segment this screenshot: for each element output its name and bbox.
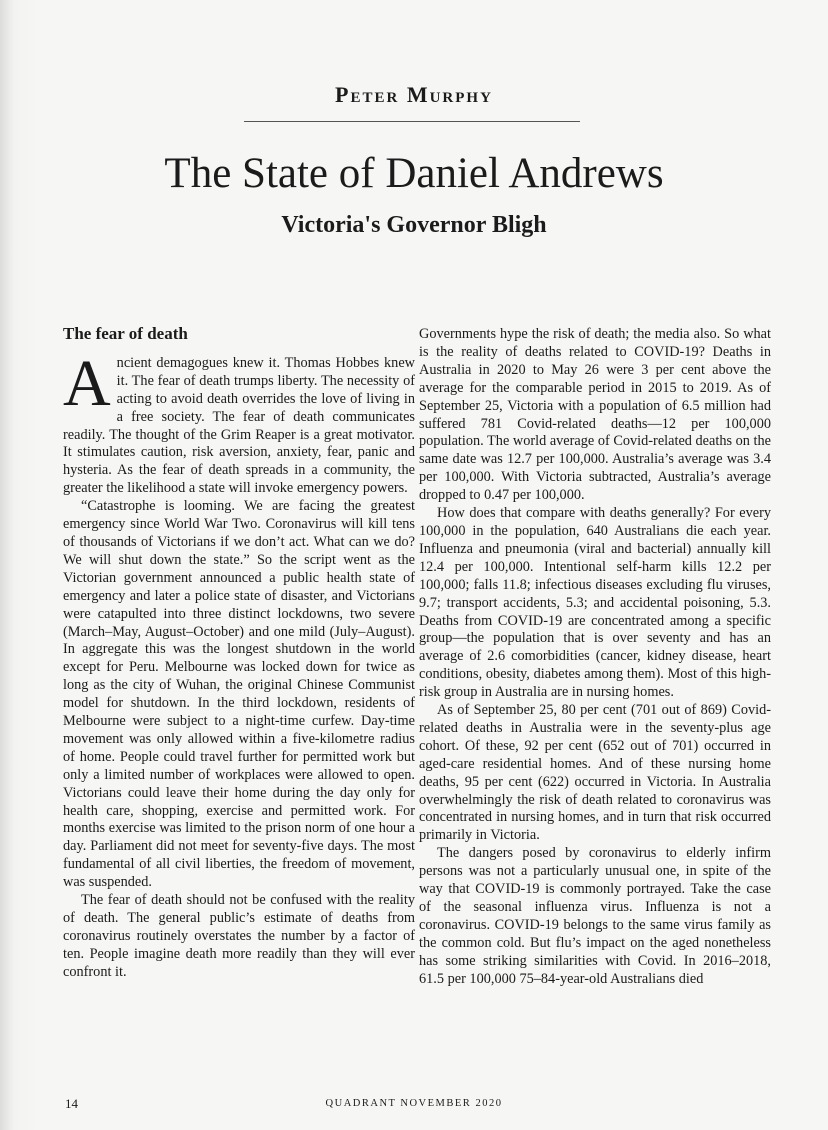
paragraph: How does that compare with deaths generally? For every 100,000 in the population, 640 Australians die each year. Influenza and pneumonia (viral and bacterial) annually kill 12.4 per 100,000. Intentional self-harm kills 12.2 per 100,000; falls 11.8; infectious diseases excluding flu viruses, 9.7; transport accidents, 5.3; and accidental poisoning, 5.3. Deaths from COVID-19 are concentrated among a specific group—the population that is over seventy and has an average of 2.6 comorbidities (cancer, kidney disease, heart conditions, obesity, diabetes among them). Most of this high-risk group in Australia are in nursing homes. bbox=[419, 505, 771, 701]
paragraph: The fear of death should not be confused with the reality of death. The general public’s estimate of deaths from coronavirus routinely overstates the number by a factor of ten. People imagine death more readily than they will ever confront it. bbox=[63, 892, 415, 980]
paragraph: As of September 25, 80 per cent (701 out of 869) Covid-related deaths in Australia were in the seventy-plus age cohort. Of these, 92 per cent (652 out of 701) occurred in aged-care residential homes. And of these nursing home deaths, 95 per cent (622) occurred in Victoria. In Australia overwhelmingly the risk of death related to coronavirus was concentrated in nursing homes, and in turn that risk occurred primarily in Victoria. bbox=[419, 702, 771, 844]
drop-cap: A bbox=[63, 346, 111, 420]
paragraph: “Catastrophe is looming. We are facing the greatest emergency since World War Two. Coronavirus will kill tens of thousands of Victorians if we don’t act. What can we do? We will shut down the state.” So the script went as the Victorian government announced a public health state of emergency and later a police state of disaster, and Victorians were catapulted into three distinct lockdowns, two severe (March–May, August–October) and one mild (July–August). In aggregate this was the longest shutdown in the world except for Peru. Melbourne was locked down for twice as long as the city of Wuhan, the original Chinese Communist model for shutdown. In the third lockdown, residents of Melbourne were subject to a night-time curfew. Day-time movement was only allowed within a five-kilometre radius of home. People could travel further for permitted work but only a limited number of workplaces were allowed to open. Victorians could leave their home during the day only for health care, shopping, exercise and permitted work. For months exercise was limited to the prison norm of one hour a day. Parliament did not meet for seventy-five days. The most fundamental of all civil liberties, the freedom of movement, was suspended. bbox=[63, 498, 415, 891]
article-subtitle: Victoria's Governor Bligh bbox=[281, 212, 547, 238]
paragraph-text: ncient demagogues knew it. Thomas Hobbes knew it. The fear of death trumps liberty. The necessity of acting to avoid death overrides the love of living in a free society. The fear of death communicates readily. The thought of the Grim Reaper is a great motivator. It stimulates caution, risk aversion, anxiety, fear, panic and hysteria. As the fear of death spreads in a community, the greater the likelihood a state will invoke emergency powers. bbox=[63, 354, 415, 497]
page-number: 14 bbox=[65, 1096, 78, 1111]
right-column bbox=[419, 326, 771, 989]
article-title: The State of Daniel Andrews bbox=[164, 150, 664, 197]
running-footer: QUADRANT NOVEMBER 2020 bbox=[325, 1098, 503, 1109]
paragraph: The dangers posed by coronavirus to elderly infirm persons was not a particularly unusual one, in spite of the way that COVID-19 is commonly portrayed. Take the case of the seasonal influenza virus. Influenza is not a coronavirus. COVID-19 belongs to the same virus family as the common cold. But flu’s impact on the aged nonetheless has some striking similarities with Covid. In 2016–2018, 61.5 per 100,000 75–84-year-old Australians died bbox=[419, 845, 771, 987]
paragraph: Governments hype the risk of death; the media also. So what is the reality of deaths related to COVID-19? Deaths in Australia in 2020 to May 26 were 3 per cent above the average for the comparable period in 2015 to 2019. As of September 25, Victoria with a population of 6.5 million had suffered 781 Covid-related deaths—12 per 100,000 population. The world average of Covid-related deaths on the same date was 12.7 per 100,000. Australia’s average was 3.4 per 100,000. With Victoria subtracted, Australia’s average dropped to 0.47 per 100,000. bbox=[419, 326, 771, 504]
author-name: Peter Murphy bbox=[335, 82, 493, 107]
header-rule bbox=[244, 121, 580, 122]
section-heading: The fear of death bbox=[63, 324, 188, 343]
paragraph bbox=[63, 346, 415, 498]
left-column bbox=[63, 321, 415, 982]
